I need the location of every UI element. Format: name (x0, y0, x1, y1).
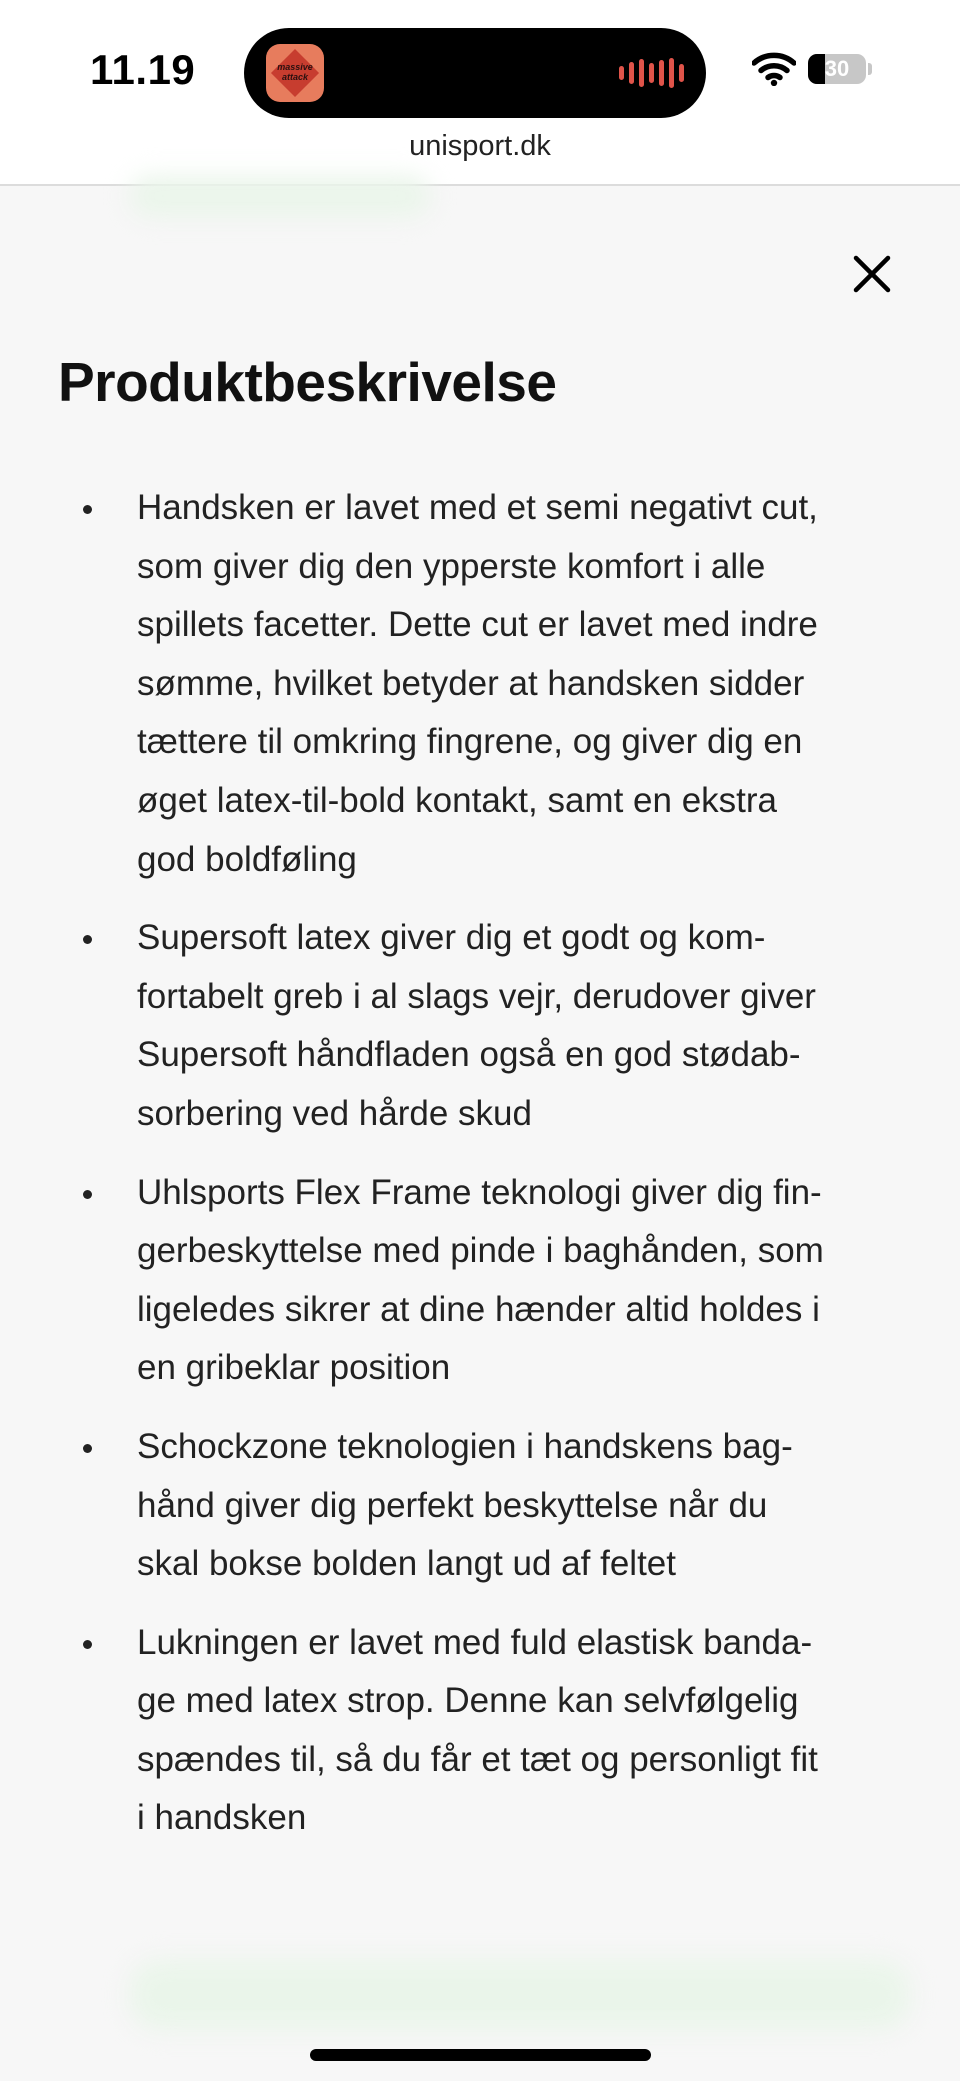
description-list-item (80, 1614, 910, 1848)
background-page-hint (130, 176, 430, 216)
description-text-line: i handsken (137, 1798, 307, 1838)
description-text-line: Lukningen er lavet med fuld elastisk banda- (137, 1622, 813, 1662)
description-text-line: Supersoft latex giver dig et godt og kom- (137, 918, 766, 958)
app-logo-text: massive attack (277, 62, 313, 82)
description-text-line: ligeledes sikrer at dine hænder altid holdes i (137, 1289, 820, 1329)
description-list-item (80, 1164, 910, 1398)
battery-icon (808, 54, 866, 84)
wifi-icon (752, 52, 796, 86)
close-button[interactable] (848, 250, 896, 298)
description-text-line: tættere til omkring fingrene, og giver dig en (137, 722, 803, 762)
bullet-point (83, 935, 92, 944)
audio-waveform-icon (619, 58, 684, 88)
modal-title: Produktbeskrivelse (58, 351, 557, 413)
description-text-line: ge med latex strop. Denne kan selvfølgelig (137, 1681, 799, 1721)
bullet-point (83, 1444, 92, 1453)
description-text-line: en gribeklar position (137, 1348, 451, 1388)
product-description-list (80, 479, 910, 1868)
bullet-point (83, 505, 92, 514)
description-text-line: Supersoft håndfladen også en god stødab- (137, 1035, 801, 1075)
bullet-point (83, 1190, 92, 1199)
description-text-line: spændes til, så du får et tæt og personligt fit (137, 1739, 818, 1779)
description-list-item (80, 909, 910, 1143)
description-list-item (80, 479, 910, 889)
description-text-line: fortabelt greb i al slags vejr, derudover giver (137, 976, 816, 1016)
description-text-line: Uhlsports Flex Frame teknologi giver dig fin- (137, 1172, 822, 1212)
battery-cap (868, 63, 872, 75)
description-text-line: Handsken er lavet med et semi negativt cut, (137, 488, 818, 527)
status-time: 11.19 (90, 46, 196, 93)
description-text-line: spillets facetter. Dette cut er lavet med indre (137, 605, 818, 645)
description-text-line: skal bokse bolden langt ud af feltet (137, 1544, 676, 1584)
description-text-line: sømme, hvilket betyder at handsken sidder (137, 663, 805, 703)
address-bar-url[interactable]: unisport.dk (409, 130, 551, 162)
description-text-line: Schockzone teknologien i handskens bag- (137, 1426, 793, 1466)
status-bar (0, 0, 960, 186)
home-indicator[interactable] (310, 2049, 651, 2061)
description-text-line: som giver dig den ypperste komfort i alle (137, 546, 766, 586)
background-page-hint (130, 1960, 910, 2030)
description-text-line: øget latex-til-bold kontakt, samt en ekstra (137, 780, 777, 820)
description-text-line: sorbering ved hårde skud (137, 1093, 532, 1133)
now-playing-app-icon[interactable] (266, 44, 324, 102)
description-text-line: hånd giver dig perfekt beskyttelse når du (137, 1485, 768, 1525)
battery-percentage: 30 (824, 56, 850, 81)
bullet-point (83, 1640, 92, 1649)
description-text-line: gerbeskyttelse med pinde i baghånden, som (137, 1231, 824, 1271)
description-text-line: god boldføling (137, 839, 357, 879)
description-list-item (80, 1418, 910, 1594)
dynamic-island[interactable] (244, 28, 706, 118)
close-icon (848, 250, 896, 298)
